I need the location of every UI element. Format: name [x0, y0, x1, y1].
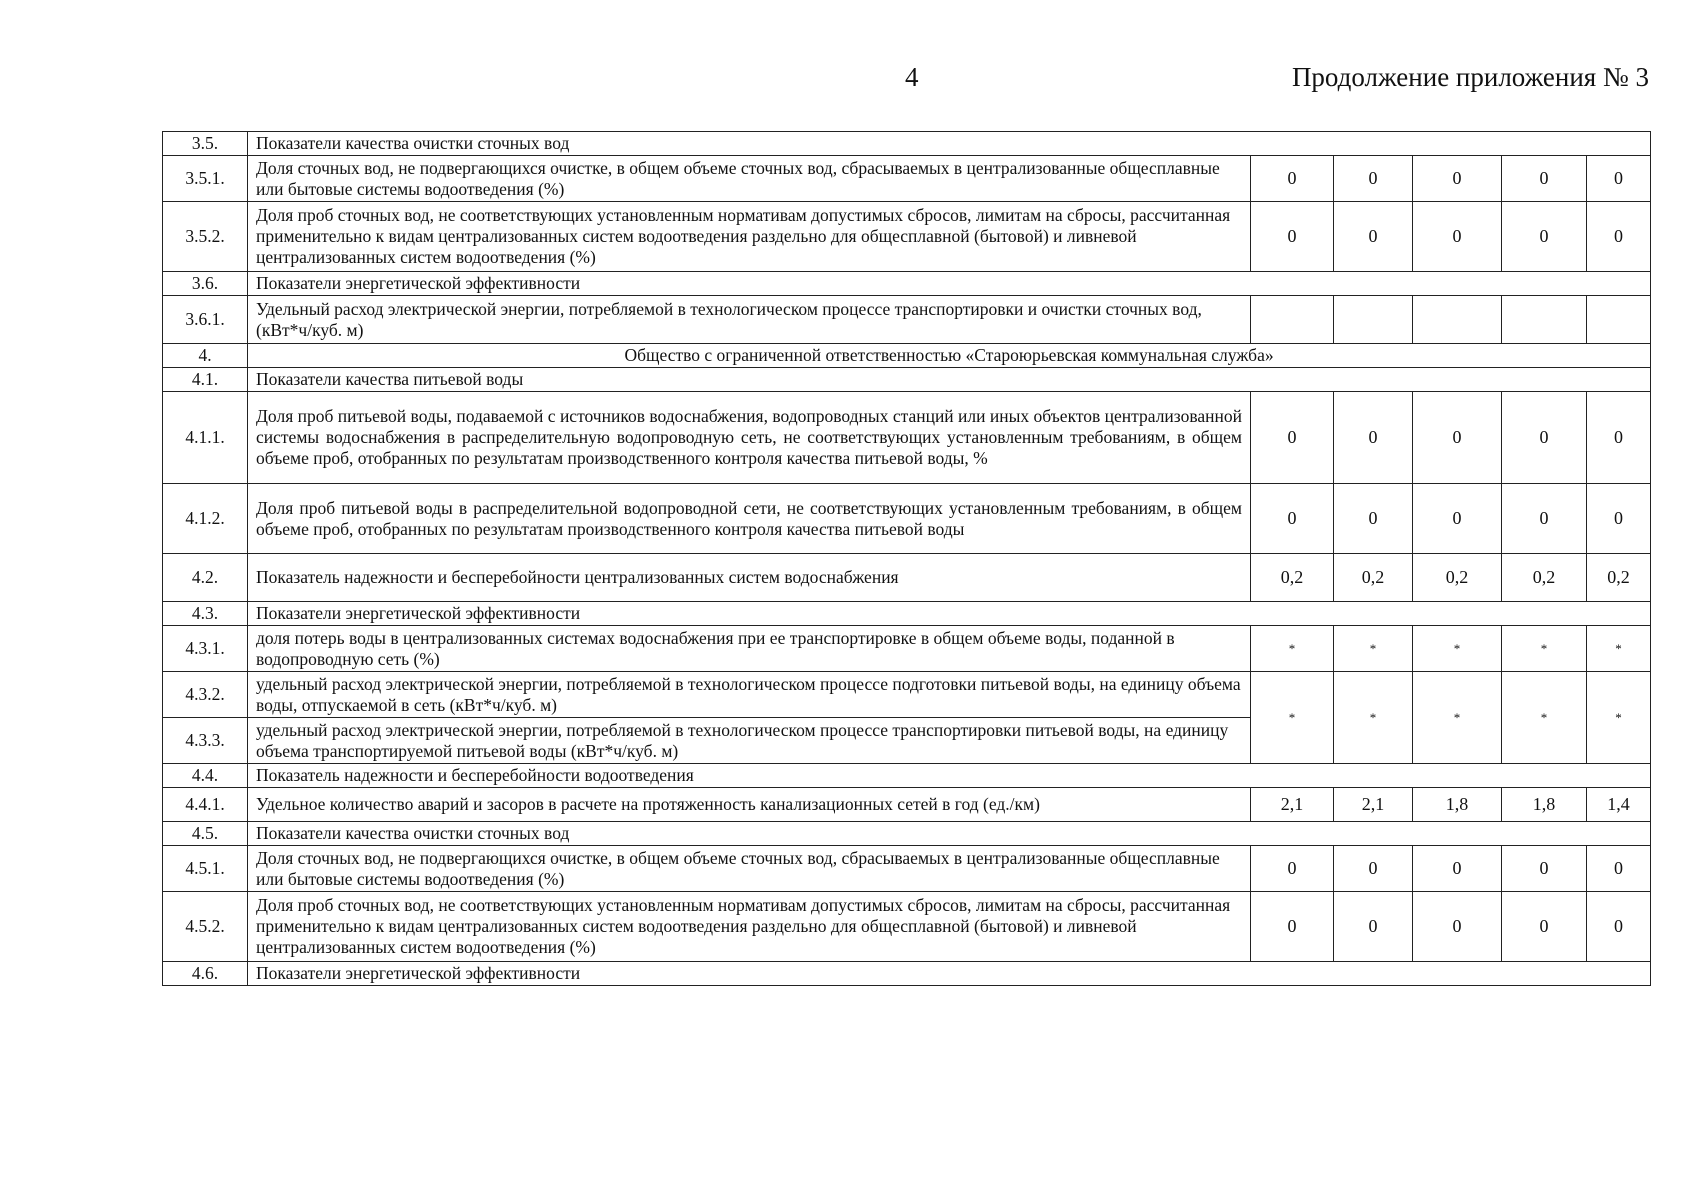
section-title: Показатели качества очистки сточных вод: [248, 132, 1651, 156]
indicator-value: *: [1251, 672, 1334, 764]
indicator-value: 0: [1334, 392, 1413, 484]
row-number: 4.2.: [163, 554, 248, 602]
indicator-value: 0,2: [1587, 554, 1651, 602]
indicator-value: 0: [1587, 892, 1651, 962]
indicator-value: 0: [1587, 846, 1651, 892]
indicator-value: 0: [1251, 846, 1334, 892]
indicator-name: удельный расход электрической энергии, потребляемой в технологическом процессе транспортировки питьевой воды, на единицу объема транспортируемой питьевой воды (кВт*ч/куб. м): [248, 718, 1251, 764]
indicator-value: 0: [1587, 392, 1651, 484]
indicator-value: 0: [1413, 484, 1502, 554]
indicator-value: 0: [1502, 846, 1587, 892]
indicator-value: 0: [1502, 202, 1587, 272]
indicator-value: 1,4: [1587, 788, 1651, 822]
indicator-value: [1587, 296, 1651, 344]
row-number: 4.3.: [163, 602, 248, 626]
section-row: [163, 272, 1651, 296]
table-row: [163, 626, 1651, 672]
indicator-value: 0,2: [1251, 554, 1334, 602]
indicator-value: 0: [1502, 156, 1587, 202]
section-row: [163, 822, 1651, 846]
indicators-table: [162, 131, 1651, 986]
indicator-value: *: [1413, 672, 1502, 764]
indicator-name: Доля сточных вод, не подвергающихся очистке, в общем объеме сточных вод, сбрасываемых в централизованные общесплавные или бытовые системы водоотведения (%): [248, 156, 1251, 202]
row-number: 4.3.1.: [163, 626, 248, 672]
indicator-value: 0: [1502, 892, 1587, 962]
row-number: 4.1.: [163, 368, 248, 392]
indicator-value: 0: [1587, 484, 1651, 554]
indicator-value: 2,1: [1251, 788, 1334, 822]
indicator-value: *: [1502, 626, 1587, 672]
indicator-value: 0: [1502, 484, 1587, 554]
indicator-value: *: [1251, 626, 1334, 672]
section-row: [163, 962, 1651, 986]
row-number: 4.6.: [163, 962, 248, 986]
indicator-value: 0: [1413, 846, 1502, 892]
indicator-value: *: [1413, 626, 1502, 672]
table-row: [163, 788, 1651, 822]
table-row: [163, 672, 1651, 718]
indicator-value: *: [1334, 672, 1413, 764]
row-number: 4.5.: [163, 822, 248, 846]
indicator-value: 0: [1413, 392, 1502, 484]
row-number: 3.5.: [163, 132, 248, 156]
indicator-value: 0: [1587, 156, 1651, 202]
table-row: [163, 296, 1651, 344]
section-row: [163, 368, 1651, 392]
section-title: Показатели энергетической эффективности: [248, 272, 1651, 296]
appendix-title: Продолжение приложения № 3: [1291, 62, 1649, 92]
indicator-value: 0: [1251, 202, 1334, 272]
section-row: [163, 602, 1651, 626]
indicator-value: 0,2: [1413, 554, 1502, 602]
section-title: Показатели энергетической эффективности: [248, 962, 1651, 986]
row-number: 4.1.2.: [163, 484, 248, 554]
row-number: 4.1.1.: [163, 392, 248, 484]
table-row: [163, 892, 1651, 962]
table-row: [163, 554, 1651, 602]
row-number: 3.6.: [163, 272, 248, 296]
indicator-value: 0: [1413, 892, 1502, 962]
row-number: 4.5.2.: [163, 892, 248, 962]
indicator-value: 1,8: [1413, 788, 1502, 822]
section-title: Показатели качества очистки сточных вод: [248, 822, 1651, 846]
indicator-value: 0,2: [1502, 554, 1587, 602]
row-number: 4.5.1.: [163, 846, 248, 892]
indicator-value: *: [1587, 626, 1651, 672]
table-row: [163, 846, 1651, 892]
indicator-name: Удельное количество аварий и засоров в расчете на протяженность канализационных сетей в год (ед./км): [248, 788, 1251, 822]
indicator-value: 0: [1334, 202, 1413, 272]
indicator-name: доля потерь воды в централизованных системах водоснабжения при ее транспортировке в общем объеме воды, поданной в водопроводную сеть (%): [248, 626, 1251, 672]
section-row: [163, 764, 1651, 788]
indicator-value: 0: [1413, 202, 1502, 272]
indicator-value: 0: [1334, 156, 1413, 202]
table-row: [163, 484, 1651, 554]
section-row: [163, 132, 1651, 156]
organization-name: Общество с ограниченной ответственностью «Староюрьевская коммунальная служба»: [248, 344, 1651, 368]
indicator-value: [1251, 296, 1334, 344]
table-row: [163, 392, 1651, 484]
indicator-value: *: [1587, 672, 1651, 764]
indicator-name: Доля проб питьевой воды, подаваемой с источников водоснабжения, водопроводных станций или иных объектов централизованной системы водоснабжения в распределительную водопроводную сеть, не соответствующих установленным требованиям, в общем объеме проб, отобранных по результатам производственного контроля качества питьевой воды, %: [248, 392, 1251, 484]
indicator-value: 0: [1413, 156, 1502, 202]
table-row: [163, 156, 1651, 202]
indicator-name: удельный расход электрической энергии, потребляемой в технологическом процессе подготовки питьевой воды, на единицу объема воды, отпускаемой в сеть (кВт*ч/куб. м): [248, 672, 1251, 718]
indicator-value: 0: [1587, 202, 1651, 272]
row-number: 4.4.1.: [163, 788, 248, 822]
row-number: 4.: [163, 344, 248, 368]
indicator-value: [1334, 296, 1413, 344]
section-title: Показатели энергетической эффективности: [248, 602, 1651, 626]
indicator-value: 0: [1334, 892, 1413, 962]
section-title: Показатели качества питьевой воды: [248, 368, 1651, 392]
row-number: 4.3.3.: [163, 718, 248, 764]
indicator-value: 0: [1502, 392, 1587, 484]
row-number: 4.4.: [163, 764, 248, 788]
indicator-value: 1,8: [1502, 788, 1587, 822]
indicator-value: 0,2: [1334, 554, 1413, 602]
indicator-name: Удельный расход электрической энергии, потребляемой в технологическом процессе транспортировки и очистки сточных вод, (кВт*ч/куб. м): [248, 296, 1251, 344]
indicator-value: 0: [1251, 892, 1334, 962]
section-title: Показатель надежности и бесперебойности водоотведения: [248, 764, 1651, 788]
indicator-name: Доля сточных вод, не подвергающихся очистке, в общем объеме сточных вод, сбрасываемых в централизованные общесплавные или бытовые системы водоотведения (%): [248, 846, 1251, 892]
indicator-value: *: [1334, 626, 1413, 672]
indicator-name: Доля проб сточных вод, не соответствующих установленным нормативам допустимых сбросов, лимитам на сбросы, рассчитанная применительно к видам централизованных систем водоотведения раздельно для общесплавной (бытовой) и ливневой централизованных систем водоотведения (%): [248, 892, 1251, 962]
row-number: 3.6.1.: [163, 296, 248, 344]
table-body: [163, 132, 1651, 986]
indicator-value: 0: [1334, 846, 1413, 892]
row-number: 3.5.1.: [163, 156, 248, 202]
indicator-value: 2,1: [1334, 788, 1413, 822]
indicator-name: Показатель надежности и бесперебойности централизованных систем водоснабжения: [248, 554, 1251, 602]
indicator-value: 0: [1334, 484, 1413, 554]
organization-row: [163, 344, 1651, 368]
table-row: [163, 202, 1651, 272]
indicator-value: 0: [1251, 156, 1334, 202]
page-number: 4: [905, 62, 919, 92]
indicator-value: 0: [1251, 484, 1334, 554]
indicator-value: [1413, 296, 1502, 344]
indicator-name: Доля проб питьевой воды в распределительной водопроводной сети, не соответствующих установленным требованиям, в общем объеме проб, отобранных по результатам производственного контроля качества питьевой воды: [248, 484, 1251, 554]
indicator-value: [1502, 296, 1587, 344]
indicator-value: 0: [1251, 392, 1334, 484]
row-number: 4.3.2.: [163, 672, 248, 718]
indicator-value: *: [1502, 672, 1587, 764]
indicator-name: Доля проб сточных вод, не соответствующих установленным нормативам допустимых сбросов, лимитам на сбросы, рассчитанная применительно к видам централизованных систем водоотведения раздельно для общесплавной (бытовой) и ливневой централизованных систем водоотведения (%): [248, 202, 1251, 272]
row-number: 3.5.2.: [163, 202, 248, 272]
